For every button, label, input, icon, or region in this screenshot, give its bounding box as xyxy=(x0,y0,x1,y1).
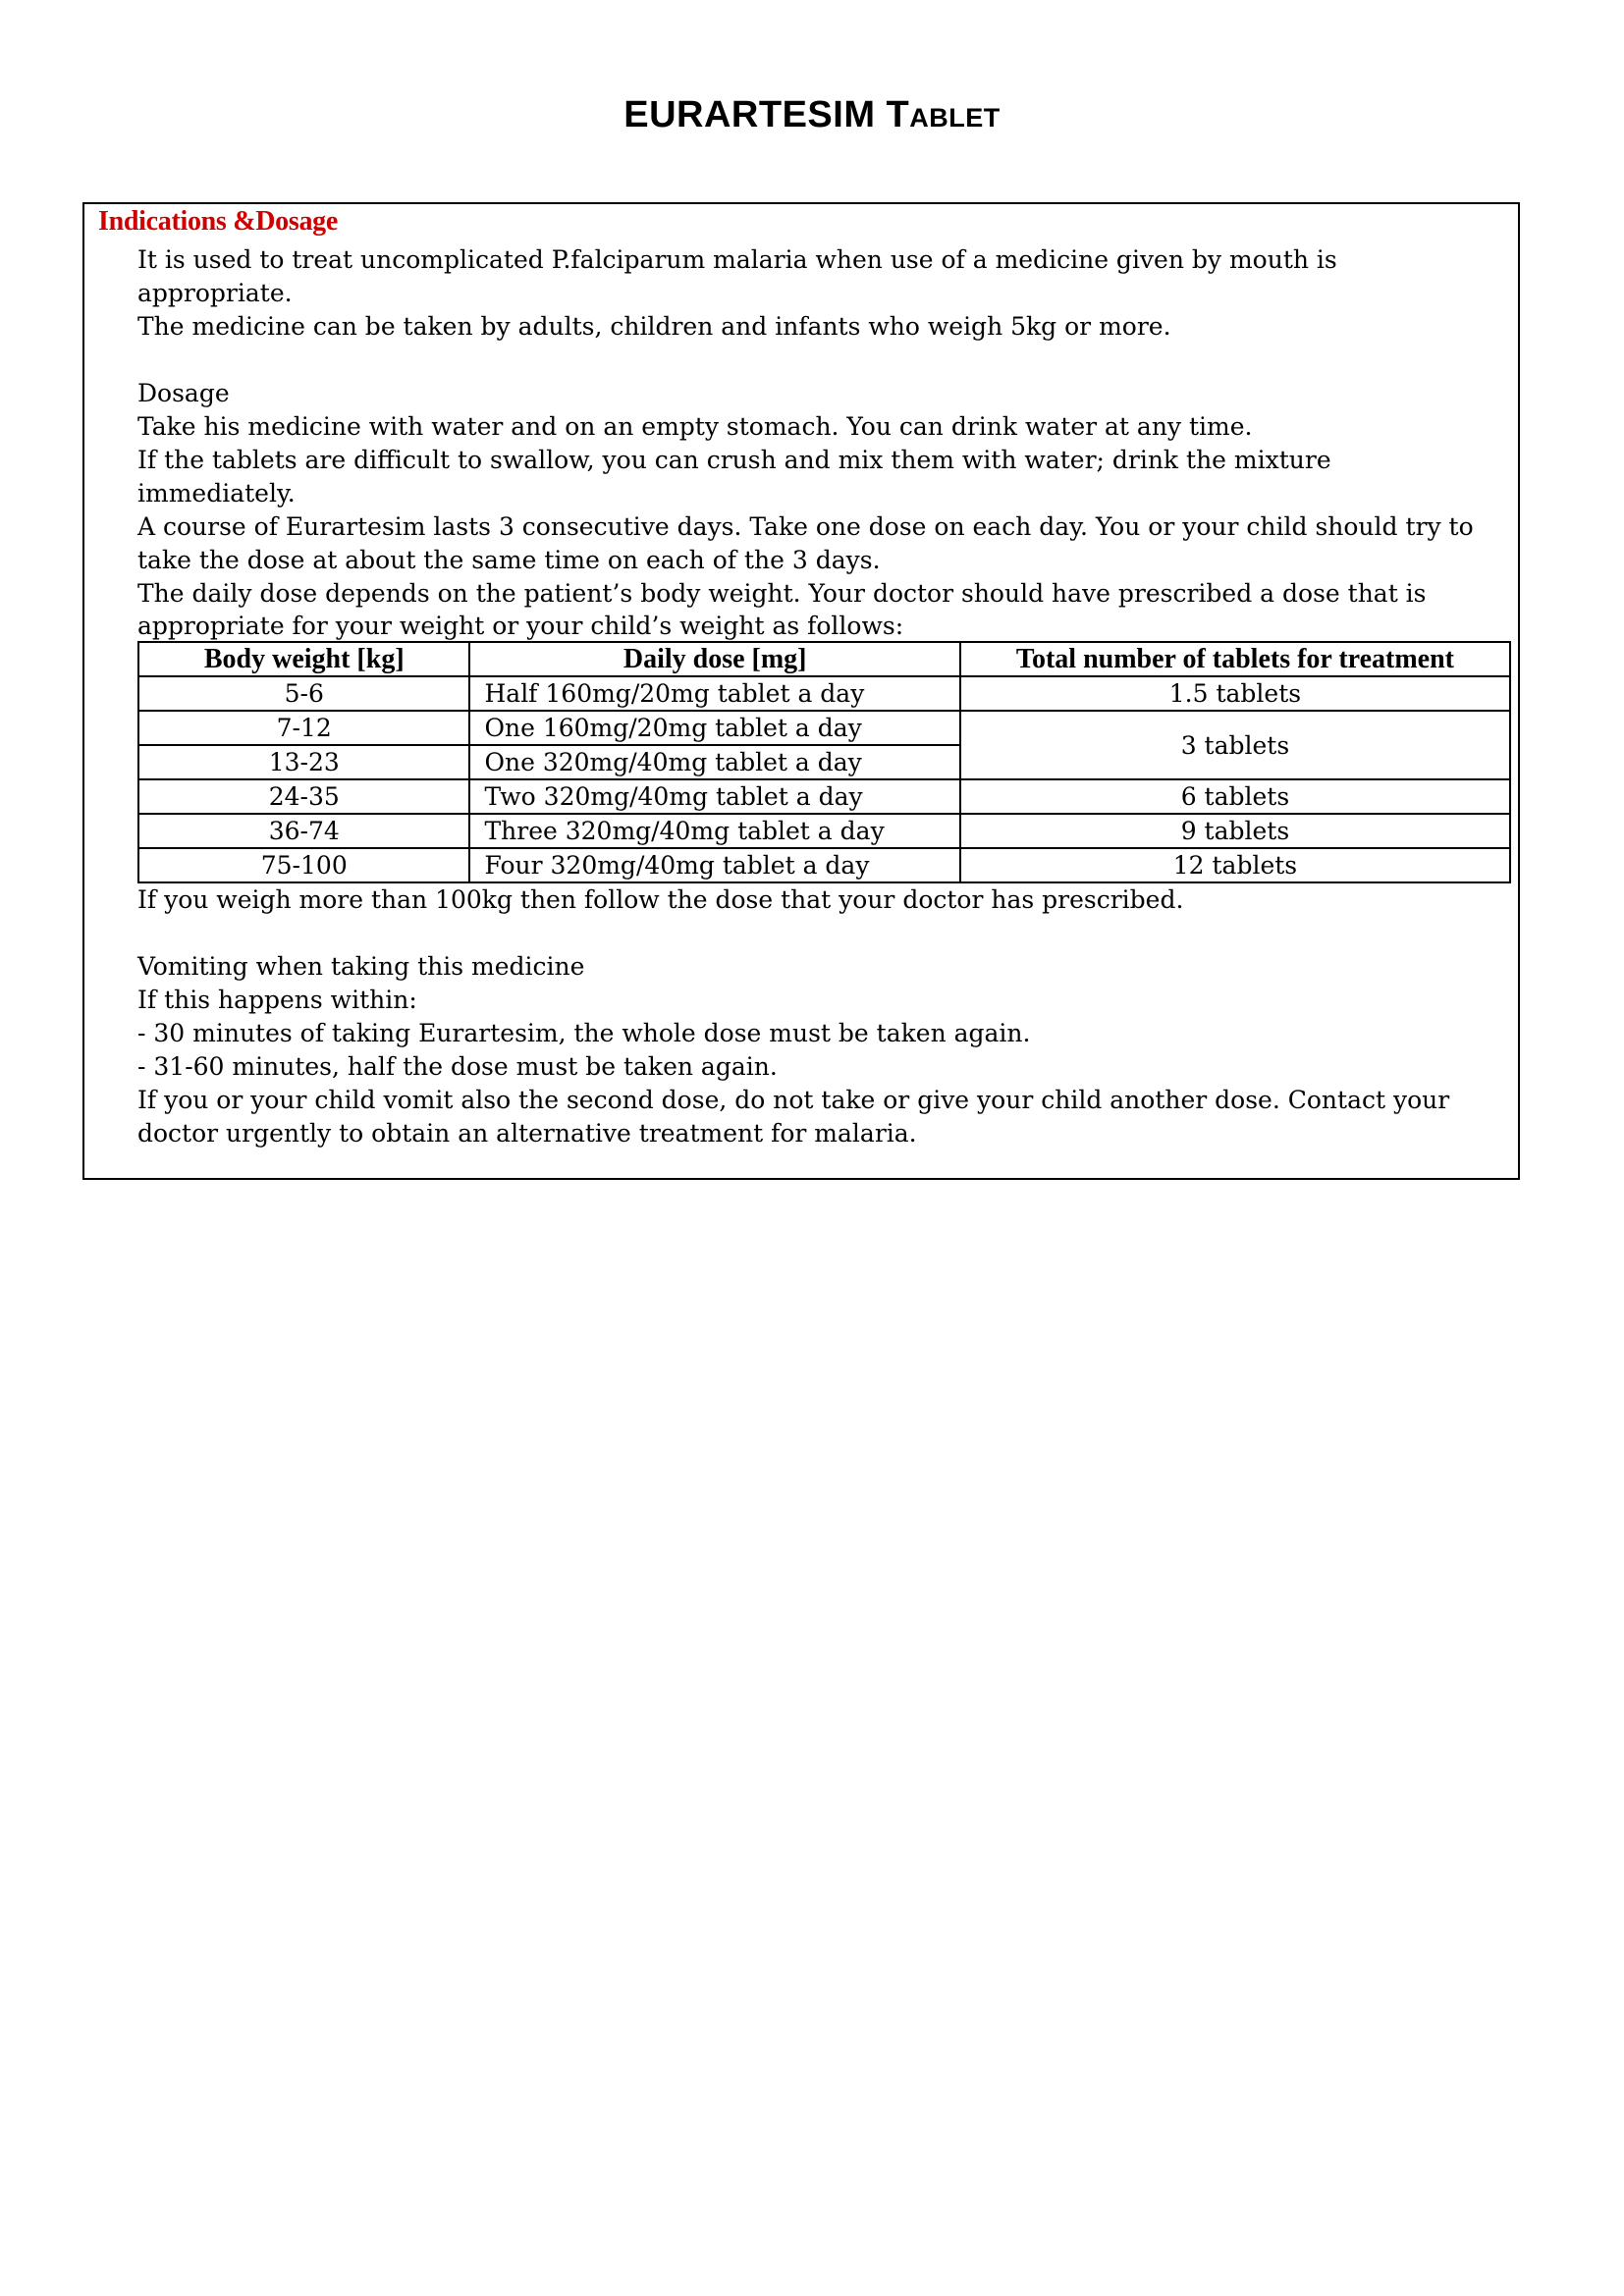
section-heading: Indications &Dosage xyxy=(98,206,338,237)
intro-line: appropriate. xyxy=(137,279,293,307)
table-row xyxy=(138,779,1510,814)
vomiting-line: - 31-60 minutes, half the dose must be taken again. xyxy=(137,1052,778,1081)
dosage-line: Take his medicine with water and on an empty stomach. You can drink water at any time. xyxy=(137,412,1253,441)
dosage-line: The daily dose depends on the patient’s body weight. Your doctor should have prescribed a dose that is xyxy=(137,579,1427,608)
dose-cell: Four 320mg/40mg tablet a day xyxy=(469,848,959,882)
dosage-table xyxy=(137,641,1511,883)
table-row xyxy=(138,676,1510,711)
weight-cell: 24-35 xyxy=(138,779,469,814)
dose-cell: One 320mg/40mg tablet a day xyxy=(469,745,959,779)
vomiting-line: If this happens within: xyxy=(137,986,417,1014)
weight-cell: 7-12 xyxy=(138,711,469,745)
total-cell: 3 tablets xyxy=(960,711,1510,779)
vomiting-line: - 30 minutes of taking Eurartesim, the whole dose must be taken again. xyxy=(137,1019,1031,1047)
table-row xyxy=(138,711,1510,745)
after-table-note: If you weigh more than 100kg then follow the dose that your doctor has prescribed. xyxy=(137,885,1184,914)
dose-cell: One 160mg/20mg tablet a day xyxy=(469,711,959,745)
total-cell: 6 tablets xyxy=(960,779,1510,814)
vomiting-subheading: Vomiting when taking this medicine xyxy=(137,952,585,981)
dosage-line: immediately. xyxy=(137,479,296,507)
total-cell: 1.5 tablets xyxy=(960,676,1510,711)
dose-cell: Two 320mg/40mg tablet a day xyxy=(469,779,959,814)
weight-cell: 13-23 xyxy=(138,745,469,779)
table-header-row xyxy=(138,642,1510,676)
column-header-weight: Body weight [kg] xyxy=(138,642,469,676)
title-main: EURARTESIM xyxy=(623,94,876,135)
column-header-dose: Daily dose [mg] xyxy=(469,642,959,676)
title-sub: Tablet xyxy=(886,94,1001,135)
vomiting-line: doctor urgently to obtain an alternative treatment for malaria. xyxy=(137,1119,917,1148)
total-cell: 9 tablets xyxy=(960,814,1510,848)
total-cell: 12 tablets xyxy=(960,848,1510,882)
dosage-line: If the tablets are difficult to swallow, you can crush and mix them with water; drink the mixture xyxy=(137,446,1331,474)
dosage-subheading: Dosage xyxy=(137,379,230,407)
dose-cell: Half 160mg/20mg tablet a day xyxy=(469,676,959,711)
intro-line: The medicine can be taken by adults, children and infants who weigh 5kg or more. xyxy=(137,312,1171,341)
document-title xyxy=(0,94,1624,136)
weight-cell: 75-100 xyxy=(138,848,469,882)
weight-cell: 5-6 xyxy=(138,676,469,711)
dosage-line: A course of Eurartesim lasts 3 consecutive days. Take one dose on each day. You or your child should try to xyxy=(137,512,1474,541)
column-header-total: Total number of tablets for treatment xyxy=(960,642,1510,676)
dose-cell: Three 320mg/40mg tablet a day xyxy=(469,814,959,848)
table-row xyxy=(138,848,1510,882)
dosage-line: appropriate for your weight or your child’s weight as follows: xyxy=(137,612,904,640)
dosage-line: take the dose at about the same time on each of the 3 days. xyxy=(137,546,881,574)
vomiting-line: If you or your child vomit also the second dose, do not take or give your child another dose. Contact your xyxy=(137,1086,1450,1114)
weight-cell: 36-74 xyxy=(138,814,469,848)
table-row xyxy=(138,814,1510,848)
intro-line: It is used to treat uncomplicated P.falciparum malaria when use of a medicine given by mouth is xyxy=(137,245,1337,274)
